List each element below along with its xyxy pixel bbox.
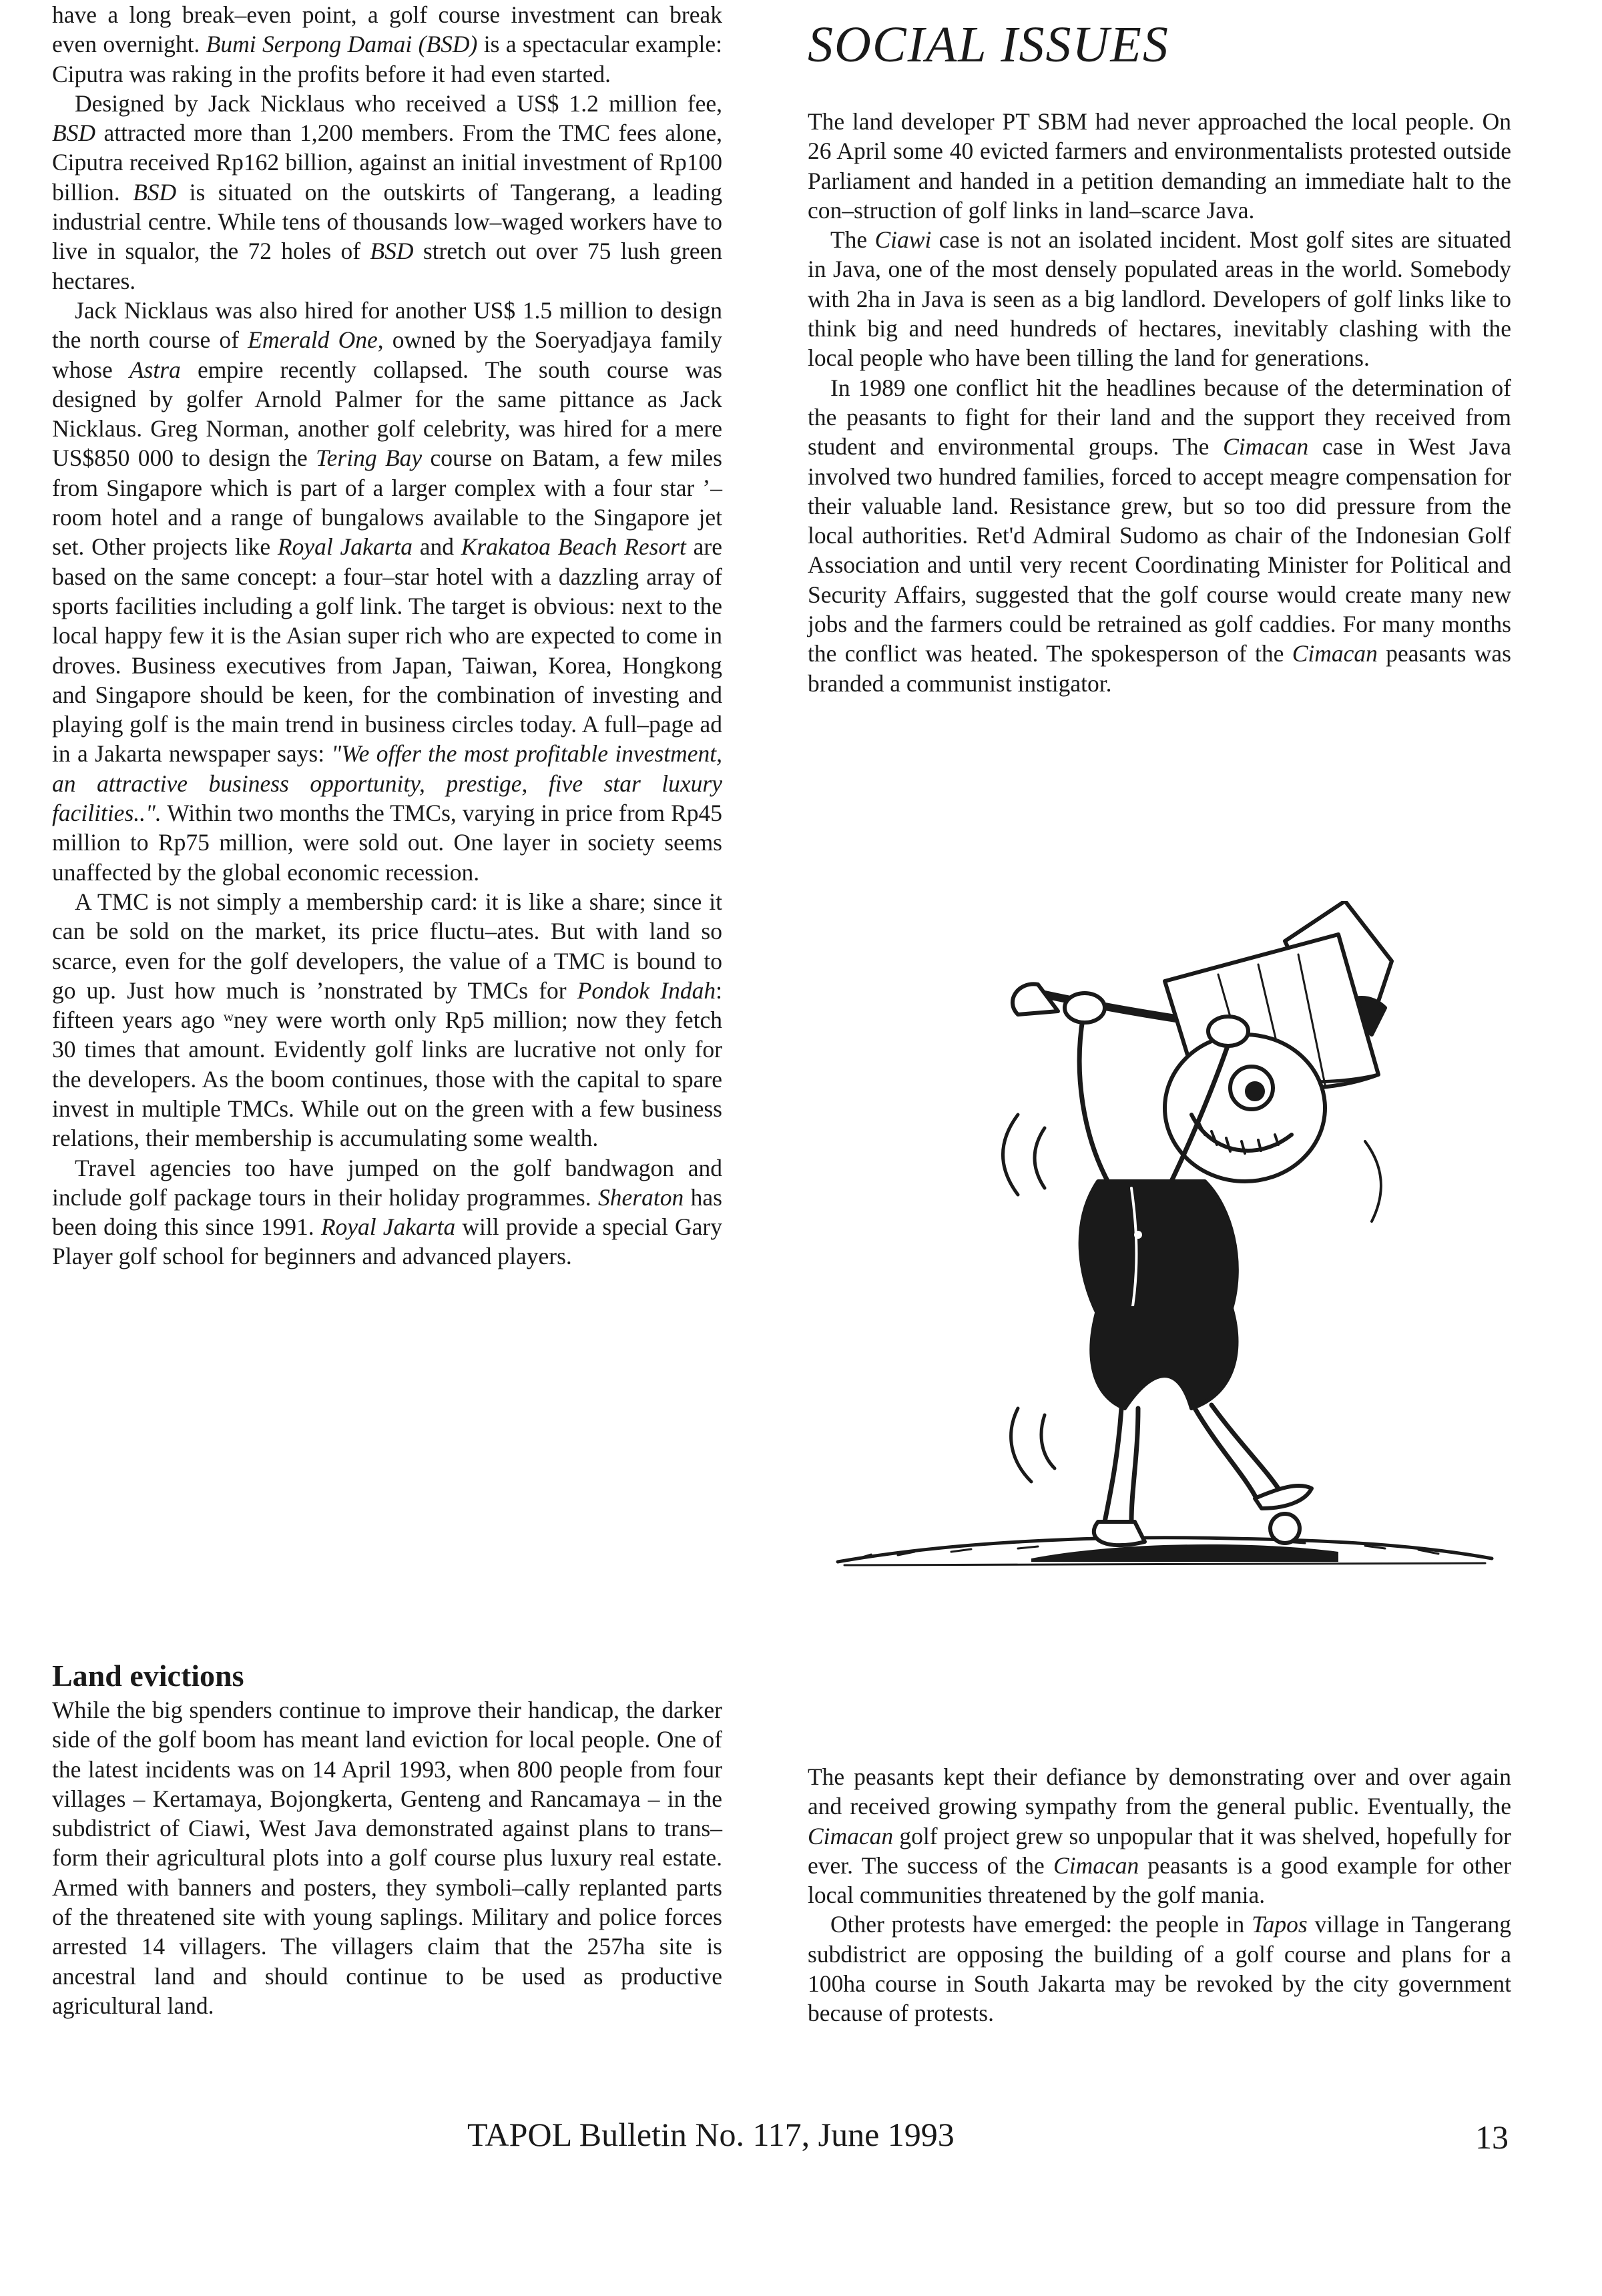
text: stretch out over 75 lush green hectares. <box>52 238 722 294</box>
paragraph <box>52 1153 722 1271</box>
italic-text: Royal Jakarta <box>320 1213 456 1241</box>
text: A TMC is not simply a membership card: it is like a share; since it can be sold on the market, its price fluctu–ates. But with land so scarce, even for the golf developers, the value of a TMC is bound to go up. Just how much is ’nonstrated by TMCs for <box>52 888 722 1004</box>
italic-text: Bumi Serpong Damai (BSD) <box>206 31 478 58</box>
italic-text: Cimacan <box>1223 433 1309 461</box>
text: peasants was branded a communist instigator. <box>808 640 1511 697</box>
italic-text: Cimacan <box>1292 640 1378 667</box>
section-heading: SOCIAL ISSUES <box>808 17 1169 73</box>
paragraph <box>52 296 722 887</box>
paragraph <box>808 1910 1511 2028</box>
right-column-bottom <box>808 1762 1511 2028</box>
golfer-peasant-cartoon <box>818 901 1512 1602</box>
text: course on Batam, a few miles from Singapore which is part of a larger complex with a four star ’–room hotel and a range of bungalows available to the Singapore jet set. Other projects like <box>52 445 722 561</box>
italic-text: BSD <box>370 238 414 265</box>
italic-text: Krakatoa Beach Resort <box>461 533 686 561</box>
text: Within two months the TMCs, varying in price from Rp45 million to Rp75 million, were sold out. One layer in society seems unaffected by the global economic recession. <box>52 800 722 886</box>
paragraph <box>52 89 722 296</box>
text: village in Tangerang subdistrict are opposing the building of a golf course and plans for a 100ha course in South Jakarta may be revoked by the city government because of protests. <box>808 1911 1512 2027</box>
text: , owned by the Soeryadjaya family whose <box>52 326 723 383</box>
text: is situated on the outskirts of Tangerang, a leading industrial centre. While tens of thousands low–waged workers have to live in squalor, the 72 holes of <box>52 178 723 265</box>
text: attracted more than 1,200 members. From the TMC fees alone, Ciputra received Rp162 billion, against an initial investment of Rp100 billion. <box>52 119 722 206</box>
text: case is not an isolated incident. Most golf sites are situated in Java, one of the most densely populated areas in the world. Somebody with 2ha in Java is seen as a big landlord. Developers of golf links like to think big and need hundreds of hectares, inevitably clashing with the local people who have been tilling the land for generations. <box>808 226 1511 372</box>
text: will provide a special Gary Player golf school for beginners and advanced players. <box>52 1213 723 1270</box>
text: Designed by Jack Nicklaus who received a US$ 1.2 million fee, <box>75 89 722 117</box>
italic-text: Astra <box>129 356 181 383</box>
italic-text: Sheraton <box>598 1183 684 1211</box>
text: is a spectacular example: Ciputra was raking in the profits before it had even started. <box>52 31 722 87</box>
italic-text: Cimacan <box>1053 1851 1139 1879</box>
text: In 1989 one conflict hit the headlines because of the determination of the peasants to fight for their land and the support they received from student and environmental groups. The <box>808 374 1511 461</box>
italic-text: BSD <box>52 119 96 147</box>
text: peasants is a good example for other local communities threatened by the golf mania. <box>808 1851 1511 1909</box>
text: case in West Java involved two hundred families, forced to accept meagre compensation for their valuable land. Resistance grew, but so too did pressure from the local authorities. Ret'd Admiral Sudomo as chair of the Indonesian Golf Association and until very recent Coordinating Minister for Political and Security Affairs, suggested that the golf course would create many new jobs and the farmers could be retrained as golf caddies. For many months the conflict was heated. The spokesperson of the <box>808 433 1511 667</box>
italic-text: Royal Jakarta <box>277 533 413 561</box>
paragraph: The land developer PT SBM had never approached the local people. On 26 April some 40 evicted farmers and environmentalists protested outside Parliament and handed in a petition demanding an immediate halt to the con–struction of golf links in land–scarce Java. <box>808 108 1511 224</box>
text: are based on the same concept: a four–star hotel with a dazzling array of sports facilities including a golf link. The target is obvious: next to the local happy few it is the Asian super rich who are expected to come in droves. Business executives from Japan, Taiwan, Korea, Hongkong and Singapore should be keen, for the combination of investing and playing golf is the main trend in business circles today. A full–page ad in a Jakarta newspaper says: <box>52 533 722 768</box>
text: : fifteen years ago ʷney were worth only Rp5 million; now they fetch 30 times that amount. Evidently golf links are lucrative not only for the developers. As the boom continues, those with the capital to spare invest in multiple TMCs. While out on the green with a few business relations, their membership is accumulating some wealth. <box>52 976 722 1152</box>
text: The peasants kept their defiance by demonstrating over and over again and received growing sympathy from the general public. Eventually, the <box>808 1763 1511 1820</box>
publication-footer: TAPOL Bulletin No. 117, June 1993 <box>467 2116 955 2153</box>
text: have a long break–even point, a golf course investment can break even overnight. <box>52 1 722 58</box>
left-column <box>52 0 722 1271</box>
text: golf project grew so unpopular that it was shelved, hopefully for ever. The success of the <box>808 1822 1511 1879</box>
paragraph <box>808 1762 1511 1910</box>
subheading: Land evictions <box>52 1659 244 1693</box>
italic-text: Tapos <box>1252 1911 1308 1938</box>
right-column-top <box>808 107 1511 698</box>
paragraph <box>808 373 1511 698</box>
text: empire recently collapsed. The south course was designed by golfer Arnold Palmer for the same pittance as Jack Nicklaus. Greg Norman, another golf celebrity, was hired for a mere US$850 000 to design the <box>52 356 722 472</box>
paragraph <box>808 225 1511 372</box>
text: Travel agencies too have jumped on the golf bandwagon and include golf package tours in their holiday programmes. <box>52 1154 722 1211</box>
text: and <box>412 533 461 561</box>
italic-text: Tering Bay <box>316 445 423 472</box>
text: has been doing this since 1991. <box>52 1183 722 1241</box>
text: The <box>830 226 875 254</box>
page-number: 13 <box>1475 2118 1509 2156</box>
paragraph <box>52 887 722 1153</box>
paragraph <box>52 0 722 89</box>
text: Jack Nicklaus was also hired for another US$ 1.5 million to design the north course of <box>52 296 722 354</box>
paragraph: While the big spenders continue to improve their handicap, the darker side of the golf boom has meant land eviction for local people. One of the latest incidents was on 14 April 1993, when 800 people from four villages – Kertamaya, Bojongkerta, Genteng and Rancamaya – in the subdistrict of Ciawi, West Java demonstrated against plans to trans–form their agricultural plots into a golf course plus luxury real estate. Armed with banners and posters, they symboli–cally replanted parts of the threatened site with young saplings. Military and police forces arrested 14 villagers. The villagers claim that the 257ha site is ancestral land and should continue to be used as productive agricultural land. <box>52 1697 722 2019</box>
italic-text: Pondok Indah <box>577 976 716 1004</box>
italic-text: "We offer the most profitable investment, an attractive business opportunity, prestige, five star luxury facilities..". <box>52 740 723 827</box>
italic-text: Emerald One <box>248 326 378 354</box>
italic-text: Cimacan <box>808 1822 894 1849</box>
italic-text: BSD <box>133 178 177 206</box>
italic-text: Ciawi <box>874 226 932 254</box>
land-evictions-section <box>52 1658 722 2020</box>
text: Other protests have emerged: the people in <box>830 1911 1252 1938</box>
